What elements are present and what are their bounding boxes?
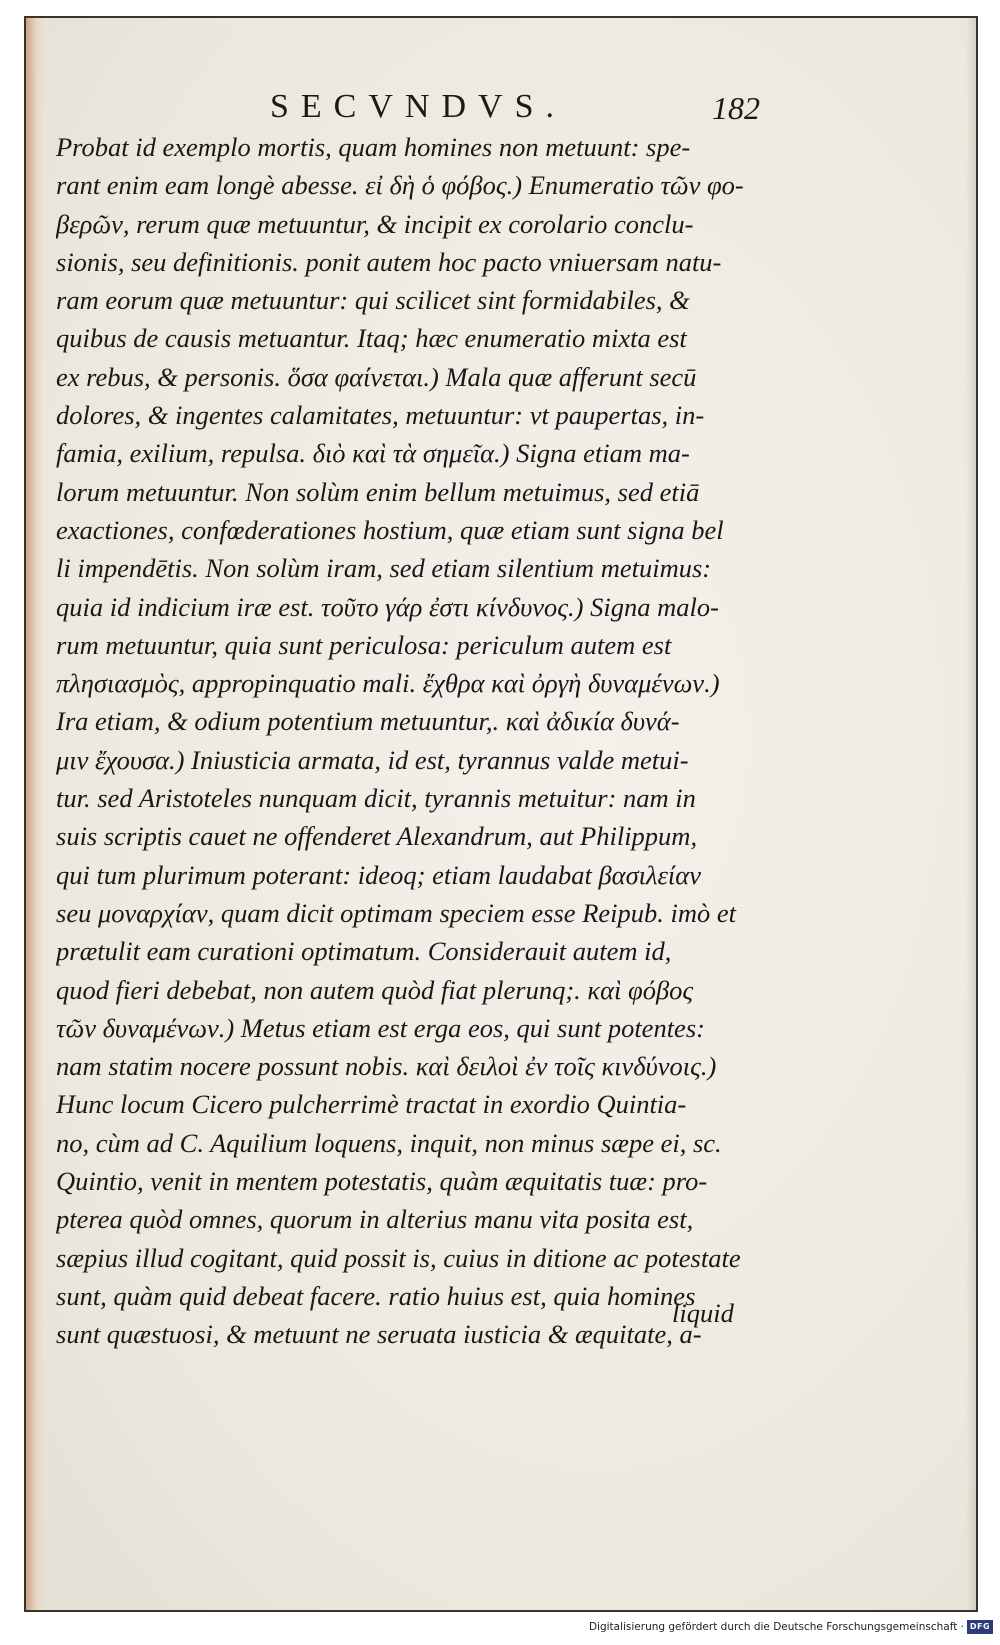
text-line: pterea quòd omnes, quorum in alterius manu vita posita est, <box>56 1204 694 1235</box>
text-line: quibus de causis metuantur. Itaq; hæc enumeratio mixta est <box>56 323 687 354</box>
text-line: rum metuuntur, quia sunt periculosa: periculum autem est <box>56 629 672 660</box>
text-line: nam statim nocere possunt nobis. καὶ δειλοὶ ἐν τοῖς κινδύνοις.) <box>56 1051 717 1082</box>
text-line: li impendētis. Non solùm iram, sed etiam silentium metuimus: <box>56 553 712 584</box>
text-line: rant enim eam longè abesse. εἰ δὴ ὁ φόβος.) Enumeratio τῶν φο- <box>56 170 744 201</box>
text-line: Probat id exemplo mortis, quam homines non metuunt: spe- <box>56 132 691 162</box>
text-line: sunt, quàm quid debeat facere. ratio huius est, quia homines <box>56 1280 696 1311</box>
text-line: sæpius illud cogitant, quid possit is, cuius in ditione ac potestate <box>56 1242 741 1273</box>
text-line: famia, exilium, repulsa. διὸ καὶ τὰ σημεῖα.) Signa etiam ma- <box>56 438 690 469</box>
text-line: prætulit eam curationi optimatum. Considerauit autem id, <box>56 936 672 967</box>
text-line: πλησιασμὸς, appropinquatio mali. ἔχθρα καὶ ὀργὴ δυναμένων.) <box>56 668 720 699</box>
text-line: lorum metuuntur. Non solùm enim bellum metuimus, sed etiā <box>56 476 700 507</box>
body-text <box>56 128 786 1354</box>
text-line: μιν ἔχουσα.) Iniusticia armata, id est, tyrannus valde metui- <box>56 744 689 775</box>
text-line: Ira etiam, & odium potentium metuuntur,. καὶ ἀδικία δυνά- <box>56 706 680 737</box>
text-line: βερῶν, rerum quæ metuuntur, & incipit ex corolario conclu- <box>56 208 694 239</box>
text-line: ex rebus, & personis. ὅσα φαίνεται.) Mala quæ afferunt secū <box>56 361 697 392</box>
text-line: quia id indicium iræ est. τοῦτο γάρ ἐστι κίνδυνος.) Signa malo- <box>56 591 719 622</box>
page-number: 182 <box>712 90 760 126</box>
text-line: dolores, & ingentes calamitates, metuuntur: vt paupertas, in- <box>56 400 705 431</box>
text-line: tur. sed Aristoteles nunquam dicit, tyrannis metuitur: nam in <box>56 783 696 814</box>
page-edge <box>966 18 976 1610</box>
text-line: Hunc locum Cicero pulcherrimè tractat in exordio Quintia- <box>56 1089 687 1120</box>
running-head: SECVNDVS. <box>270 88 566 125</box>
text-line: suis scriptis cauet ne offenderet Alexandrum, aut Philippum, <box>56 821 698 852</box>
text-line: quod fieri debebat, non autem quòd fiat plerunq;. καὶ φόβος <box>56 974 694 1005</box>
text-line: ram eorum quæ metuuntur: qui scilicet sint formidabiles, & <box>56 285 690 316</box>
text-line: Quintio, venit in mentem potestatis, quàm æquitatis tuæ: pro- <box>56 1166 708 1197</box>
dfg-logo: DFG <box>967 1620 993 1634</box>
text-line: no, cùm ad C. Aquilium loquens, inquit, non minus sæpe ei, sc. <box>56 1127 722 1158</box>
text-line: τῶν δυναμένων.) Metus etiam est erga eos, qui sunt potentes: <box>56 1012 705 1043</box>
text-line: exactiones, confœderationes hostium, quæ etiam sunt signa bel <box>56 514 724 545</box>
text-line: seu μοναρχίαν, quam dicit optimam speciem esse Reipub. imò et <box>56 897 737 928</box>
binding-shadow <box>26 18 44 1610</box>
text-line: sunt quæstuosi, & metuunt ne seruata iusticia & æquitate, a- <box>56 1319 702 1350</box>
book-page <box>24 16 978 1612</box>
text-line: qui tum plurimum poterant: ideoq; etiam laudabat βασιλείαν <box>56 859 701 890</box>
catchword: liquid <box>672 1298 734 1328</box>
digitization-credit: Digitalisierung gefördert durch die Deutsche Forschungsgemeinschaft · <box>588 1621 964 1633</box>
text-line: sionis, seu definitionis. ponit autem hoc pacto vniuersam natu- <box>56 246 722 277</box>
